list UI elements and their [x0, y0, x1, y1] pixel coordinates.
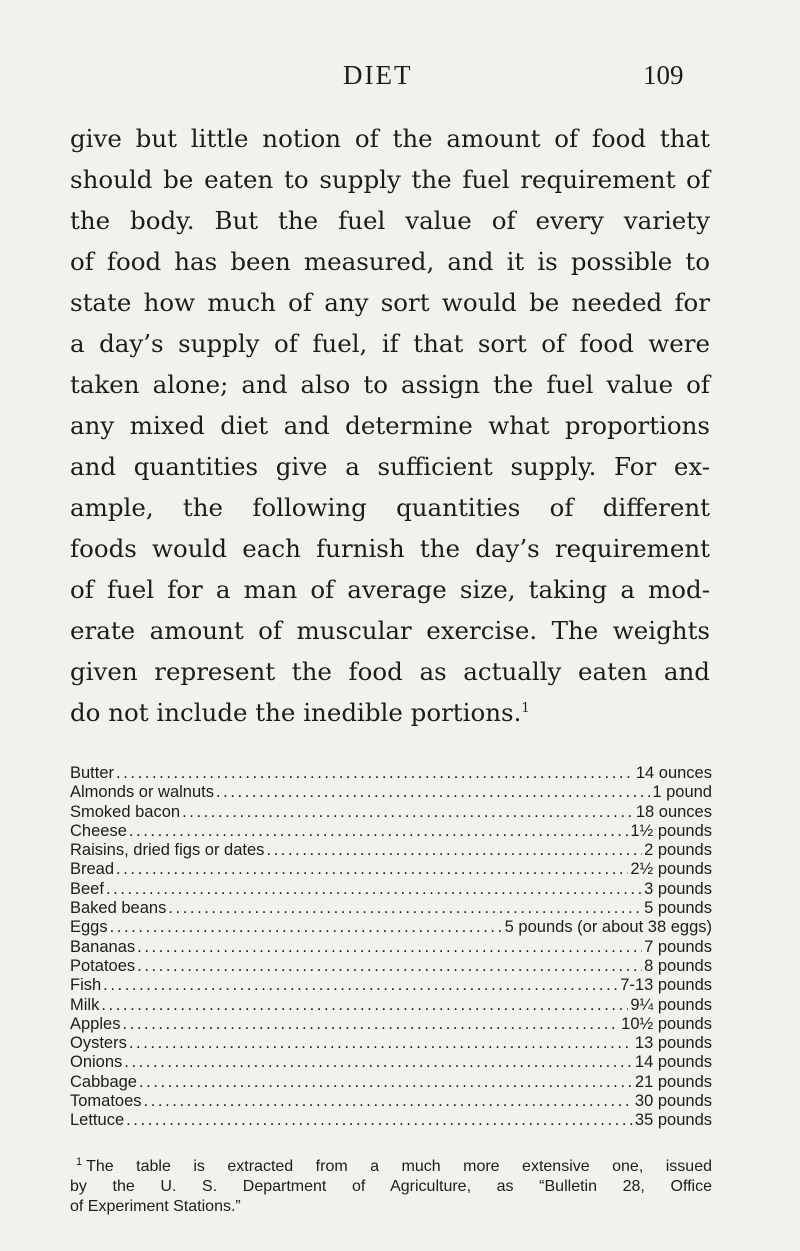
- food-amount: 3 pounds: [644, 879, 712, 898]
- body-line: of food has been measured, and it is possible to: [70, 247, 710, 276]
- page-number: 109: [643, 60, 684, 90]
- footnote: [70, 1157, 712, 1217]
- food-amount: 7 pounds: [644, 937, 712, 956]
- body-line-last: [70, 692, 710, 733]
- dot-leader: [116, 764, 634, 783]
- body-line: ample, the following quantities of different: [70, 493, 710, 522]
- dot-leader: [144, 1092, 633, 1111]
- table-row: [70, 1111, 712, 1130]
- food-name: Milk: [70, 995, 100, 1014]
- food-name: Tomatoes: [70, 1092, 142, 1111]
- food-name: Baked beans: [70, 899, 167, 918]
- food-amount: 18 ounces: [635, 802, 712, 821]
- footnote-line: of Experiment Stations.”: [70, 1198, 241, 1215]
- table-row: [70, 957, 712, 976]
- dot-leader: [126, 1111, 633, 1130]
- dot-leader: [168, 899, 642, 918]
- food-name: Onions: [70, 1053, 123, 1072]
- dot-leader: [129, 1034, 633, 1053]
- body-line-text: do not include the inedible portions.: [70, 698, 522, 727]
- table-row: [70, 1073, 712, 1092]
- food-name: Butter: [70, 764, 115, 782]
- food-amount: 5 pounds (or about 38 eggs): [504, 918, 712, 937]
- food-name: Oysters: [70, 1034, 127, 1053]
- table-row: [70, 996, 712, 1015]
- body-line: foods would each furnish the day’s requirement: [70, 534, 710, 563]
- food-name: Fish: [70, 976, 102, 995]
- body-line: state how much of any sort would be needed for: [70, 288, 710, 317]
- food-amount: 1½ pounds: [630, 821, 712, 840]
- body-line: give but little notion of the amount of food that: [70, 124, 710, 153]
- footnote-line: by the U. S. Department of Agriculture, as “Bulletin 28, Office: [70, 1178, 712, 1195]
- food-name: Cheese: [70, 821, 127, 840]
- footnote-mark: 1: [76, 1155, 83, 1168]
- dot-leader: [139, 1073, 633, 1092]
- dot-leader: [182, 803, 634, 822]
- table-row: [70, 764, 712, 783]
- food-fuel-table: [70, 764, 712, 1131]
- food-name: Potatoes: [70, 956, 136, 975]
- dot-leader: [266, 841, 642, 860]
- dot-leader: [110, 918, 503, 937]
- food-amount: 2½ pounds: [630, 860, 712, 879]
- footnote-line: [70, 1157, 712, 1177]
- table-row: [70, 976, 712, 995]
- body-line: the body. But the fuel value of every variety: [70, 206, 710, 235]
- body-line: any mixed diet and determine what proportions: [70, 411, 710, 440]
- body-line: and quantities give a sufficient supply. For ex-: [70, 452, 710, 481]
- dot-leader: [216, 783, 650, 802]
- food-name: Bananas: [70, 937, 136, 956]
- food-amount: 14 ounces: [635, 764, 712, 782]
- food-amount: 2 pounds: [644, 841, 712, 860]
- food-name: Raisins, dried figs or dates: [70, 841, 265, 860]
- dot-leader: [106, 880, 642, 899]
- food-name: Bread: [70, 860, 115, 879]
- body-line: a day’s supply of fuel, if that sort of food were: [70, 329, 710, 358]
- food-amount: 8 pounds: [644, 956, 712, 975]
- food-amount: 14 pounds: [634, 1053, 712, 1072]
- food-name: Beef: [70, 879, 104, 898]
- dot-leader: [103, 976, 618, 995]
- food-amount: 7-13 pounds: [620, 976, 712, 995]
- footnote-line-text: The table is extracted from a much more extensive one, issued: [86, 1158, 712, 1175]
- dot-leader: [116, 860, 628, 879]
- food-amount: 35 pounds: [634, 1111, 712, 1130]
- food-amount: 10½ pounds: [621, 1014, 712, 1033]
- table-row: [70, 803, 712, 822]
- food-name: Almonds or walnuts: [70, 783, 214, 802]
- body-line: given represent the food as actually eaten and: [70, 657, 710, 686]
- dot-leader: [101, 996, 628, 1015]
- table-row: [70, 822, 712, 841]
- dot-leader: [137, 938, 642, 957]
- dot-leader: [122, 1015, 619, 1034]
- table-row: [70, 918, 712, 937]
- body-line: erate amount of muscular exercise. The weights: [70, 616, 710, 645]
- food-name: Cabbage: [70, 1072, 137, 1091]
- chapter-title: DIET: [343, 60, 413, 90]
- dot-leader: [129, 822, 628, 841]
- food-amount: 30 pounds: [634, 1092, 712, 1111]
- food-name: Lettuce: [70, 1111, 125, 1130]
- food-name: Eggs: [70, 918, 108, 937]
- body-line: of fuel for a man of average size, taking a mod-: [70, 575, 710, 604]
- running-head: [0, 60, 800, 100]
- table-row: [70, 1053, 712, 1072]
- body-paragraph: [70, 118, 710, 733]
- food-amount: 5 pounds: [644, 899, 712, 918]
- table-row: [70, 860, 712, 879]
- table-row: [70, 938, 712, 957]
- food-name: Apples: [70, 1014, 121, 1033]
- table-row: [70, 899, 712, 918]
- food-amount: 13 pounds: [634, 1034, 712, 1053]
- dot-leader: [137, 957, 642, 976]
- food-amount: 1 pound: [652, 783, 712, 802]
- body-line: taken alone; and also to assign the fuel value of: [70, 370, 710, 399]
- table-row: [70, 1015, 712, 1034]
- table-row: [70, 783, 712, 802]
- footnote-reference: 1: [521, 700, 530, 716]
- table-row: [70, 1034, 712, 1053]
- food-amount: 9¼ pounds: [630, 995, 712, 1014]
- table-row: [70, 880, 712, 899]
- food-amount: 21 pounds: [634, 1072, 712, 1091]
- body-line: should be eaten to supply the fuel requirement of: [70, 165, 710, 194]
- table-row: [70, 841, 712, 860]
- table-row: [70, 1092, 712, 1111]
- dot-leader: [124, 1053, 633, 1072]
- food-name: Smoked bacon: [70, 802, 181, 821]
